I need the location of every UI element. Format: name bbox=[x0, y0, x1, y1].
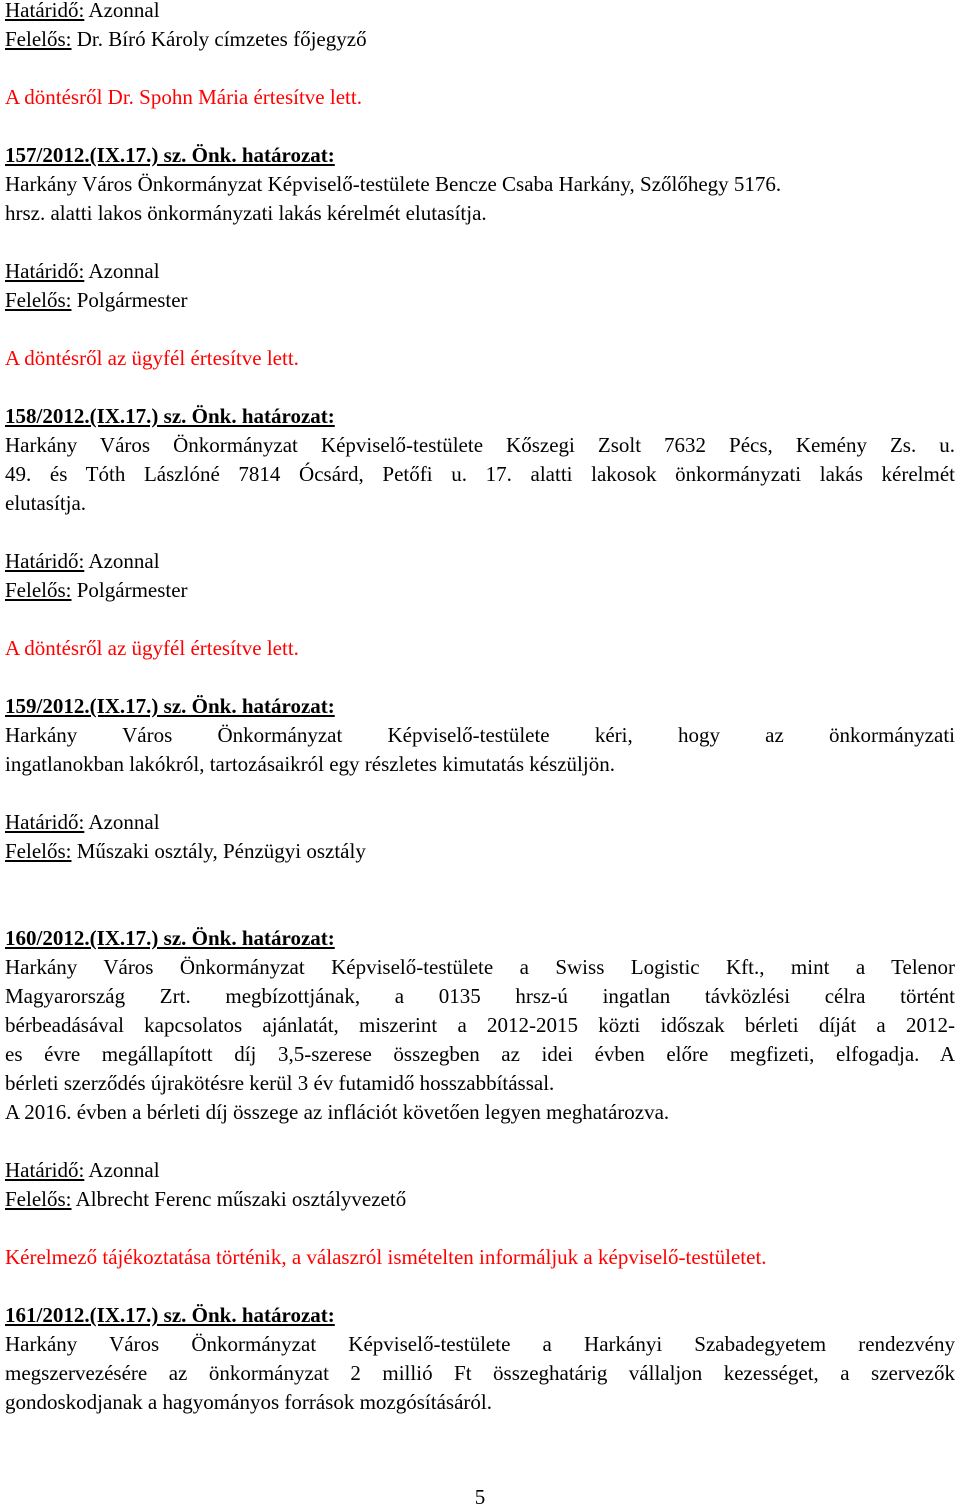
responsible-line bbox=[5, 286, 955, 315]
notice-line: A döntésről az ügyfél értesítve lett. bbox=[5, 346, 299, 370]
resolution-text-line: Harkány Város Önkormányzat Képviselő-testülete kéri, hogy az önkormányzati bbox=[5, 723, 955, 747]
deadline-line bbox=[5, 257, 955, 286]
responsible-label: Felelős: bbox=[5, 27, 72, 51]
resolution-text-line: hrsz. alatti lakos önkormányzati lakás kérelmét elutasítja. bbox=[5, 201, 487, 225]
deadline-label: Határidő: bbox=[5, 549, 85, 573]
resolution-text-line: Harkány Város Önkormányzat Képviselő-testülete a Swiss Logistic Kft., mint a Telenor bbox=[5, 955, 955, 979]
notice-line: A döntésről az ügyfél értesítve lett. bbox=[5, 636, 299, 660]
deadline-value: Azonnal bbox=[84, 810, 160, 834]
deadline-line bbox=[5, 808, 955, 837]
deadline-value: Azonnal bbox=[84, 549, 160, 573]
responsible-value: Polgármester bbox=[71, 578, 188, 602]
resolution-text-line: Harkány Város Önkormányzat Képviselő-testülete Bencze Csaba Harkány, Szőlőhegy 5176. bbox=[5, 172, 782, 196]
resolution-text-line: Harkány Város Önkormányzat Képviselő-testülete Kőszegi Zsolt 7632 Pécs, Kemény Zs. u. bbox=[5, 433, 955, 457]
notice-line: Kérelmező tájékoztatása történik, a válaszról ismételten informáljuk a képviselő-testületet. bbox=[5, 1245, 767, 1269]
responsible-line bbox=[5, 1185, 955, 1214]
resolution-number: 157/2012.(IX.17.) sz. Önk. határozat: bbox=[5, 143, 335, 167]
resolution-text-line: 49. és Tóth Lászlóné 7814 Ócsárd, Petőfi u. 17. alatti lakosok önkormányzati lakás kérelmét bbox=[5, 462, 955, 486]
resolution-text-line: bérbeadásával kapcsolatos ajánlatát, miszerint a 2012-2015 közti időszak bérleti díját a 2012- bbox=[5, 1013, 955, 1037]
resolution-text-line: Harkány Város Önkormányzat Képviselő-testülete a Harkányi Szabadegyetem rendezvény bbox=[5, 1332, 955, 1356]
resolution-number: 159/2012.(IX.17.) sz. Önk. határozat: bbox=[5, 694, 335, 718]
responsible-value: Polgármester bbox=[71, 288, 188, 312]
resolution-number: 161/2012.(IX.17.) sz. Önk. határozat: bbox=[5, 1303, 335, 1327]
deadline-value: Azonnal bbox=[84, 0, 160, 22]
responsible-line bbox=[5, 837, 955, 866]
deadline-line bbox=[5, 0, 955, 25]
notice-line: A döntésről Dr. Spohn Mária értesítve lett. bbox=[5, 85, 362, 109]
resolution-text-line: es évre megállapított díj 3,5-szerese összegben az idei évben előre megfizeti, elfogadja. A bbox=[5, 1042, 955, 1066]
deadline-label: Határidő: bbox=[5, 0, 85, 22]
resolution-number: 160/2012.(IX.17.) sz. Önk. határozat: bbox=[5, 926, 335, 950]
responsible-line bbox=[5, 576, 955, 605]
resolution-text-line: megszervezésére az önkormányzat 2 millió Ft összeghatárig vállaljon kezességet, a szervezők bbox=[5, 1361, 955, 1385]
resolution-text-line: elutasítja. bbox=[5, 491, 87, 515]
resolution-text-line: gondoskodjanak a hagyományos források mozgósításáról. bbox=[5, 1390, 492, 1414]
responsible-value: Műszaki osztály, Pénzügyi osztály bbox=[71, 839, 366, 863]
document-page bbox=[5, 0, 955, 1417]
resolution-text-line: bérleti szerződés újrakötésre kerül 3 év futamidő hosszabbítással. bbox=[5, 1071, 555, 1095]
responsible-value: Albrecht Ferenc műszaki osztályvezető bbox=[71, 1187, 407, 1211]
responsible-label: Felelős: bbox=[5, 839, 72, 863]
responsible-label: Felelős: bbox=[5, 288, 72, 312]
resolution-text-line: Magyarország Zrt. megbízottjának, a 0135 hrsz-ú ingatlan távközlési célra történt bbox=[5, 984, 955, 1008]
resolution-text-line: A 2016. évben a bérleti díj összege az inflációt követően legyen meghatározva. bbox=[5, 1100, 670, 1124]
deadline-line bbox=[5, 547, 955, 576]
deadline-value: Azonnal bbox=[84, 1158, 160, 1182]
deadline-line bbox=[5, 1156, 955, 1185]
page-number: 5 bbox=[474, 1485, 486, 1509]
deadline-label: Határidő: bbox=[5, 1158, 85, 1182]
responsible-label: Felelős: bbox=[5, 1187, 72, 1211]
responsible-label: Felelős: bbox=[5, 578, 72, 602]
deadline-value: Azonnal bbox=[84, 259, 160, 283]
deadline-label: Határidő: bbox=[5, 259, 85, 283]
responsible-line bbox=[5, 25, 955, 54]
responsible-value: Dr. Bíró Károly címzetes főjegyző bbox=[71, 27, 367, 51]
resolution-number: 158/2012.(IX.17.) sz. Önk. határozat: bbox=[5, 404, 335, 428]
deadline-label: Határidő: bbox=[5, 810, 85, 834]
resolution-text-line: ingatlanokban lakókról, tartozásaikról egy részletes kimutatás készüljön. bbox=[5, 752, 615, 776]
